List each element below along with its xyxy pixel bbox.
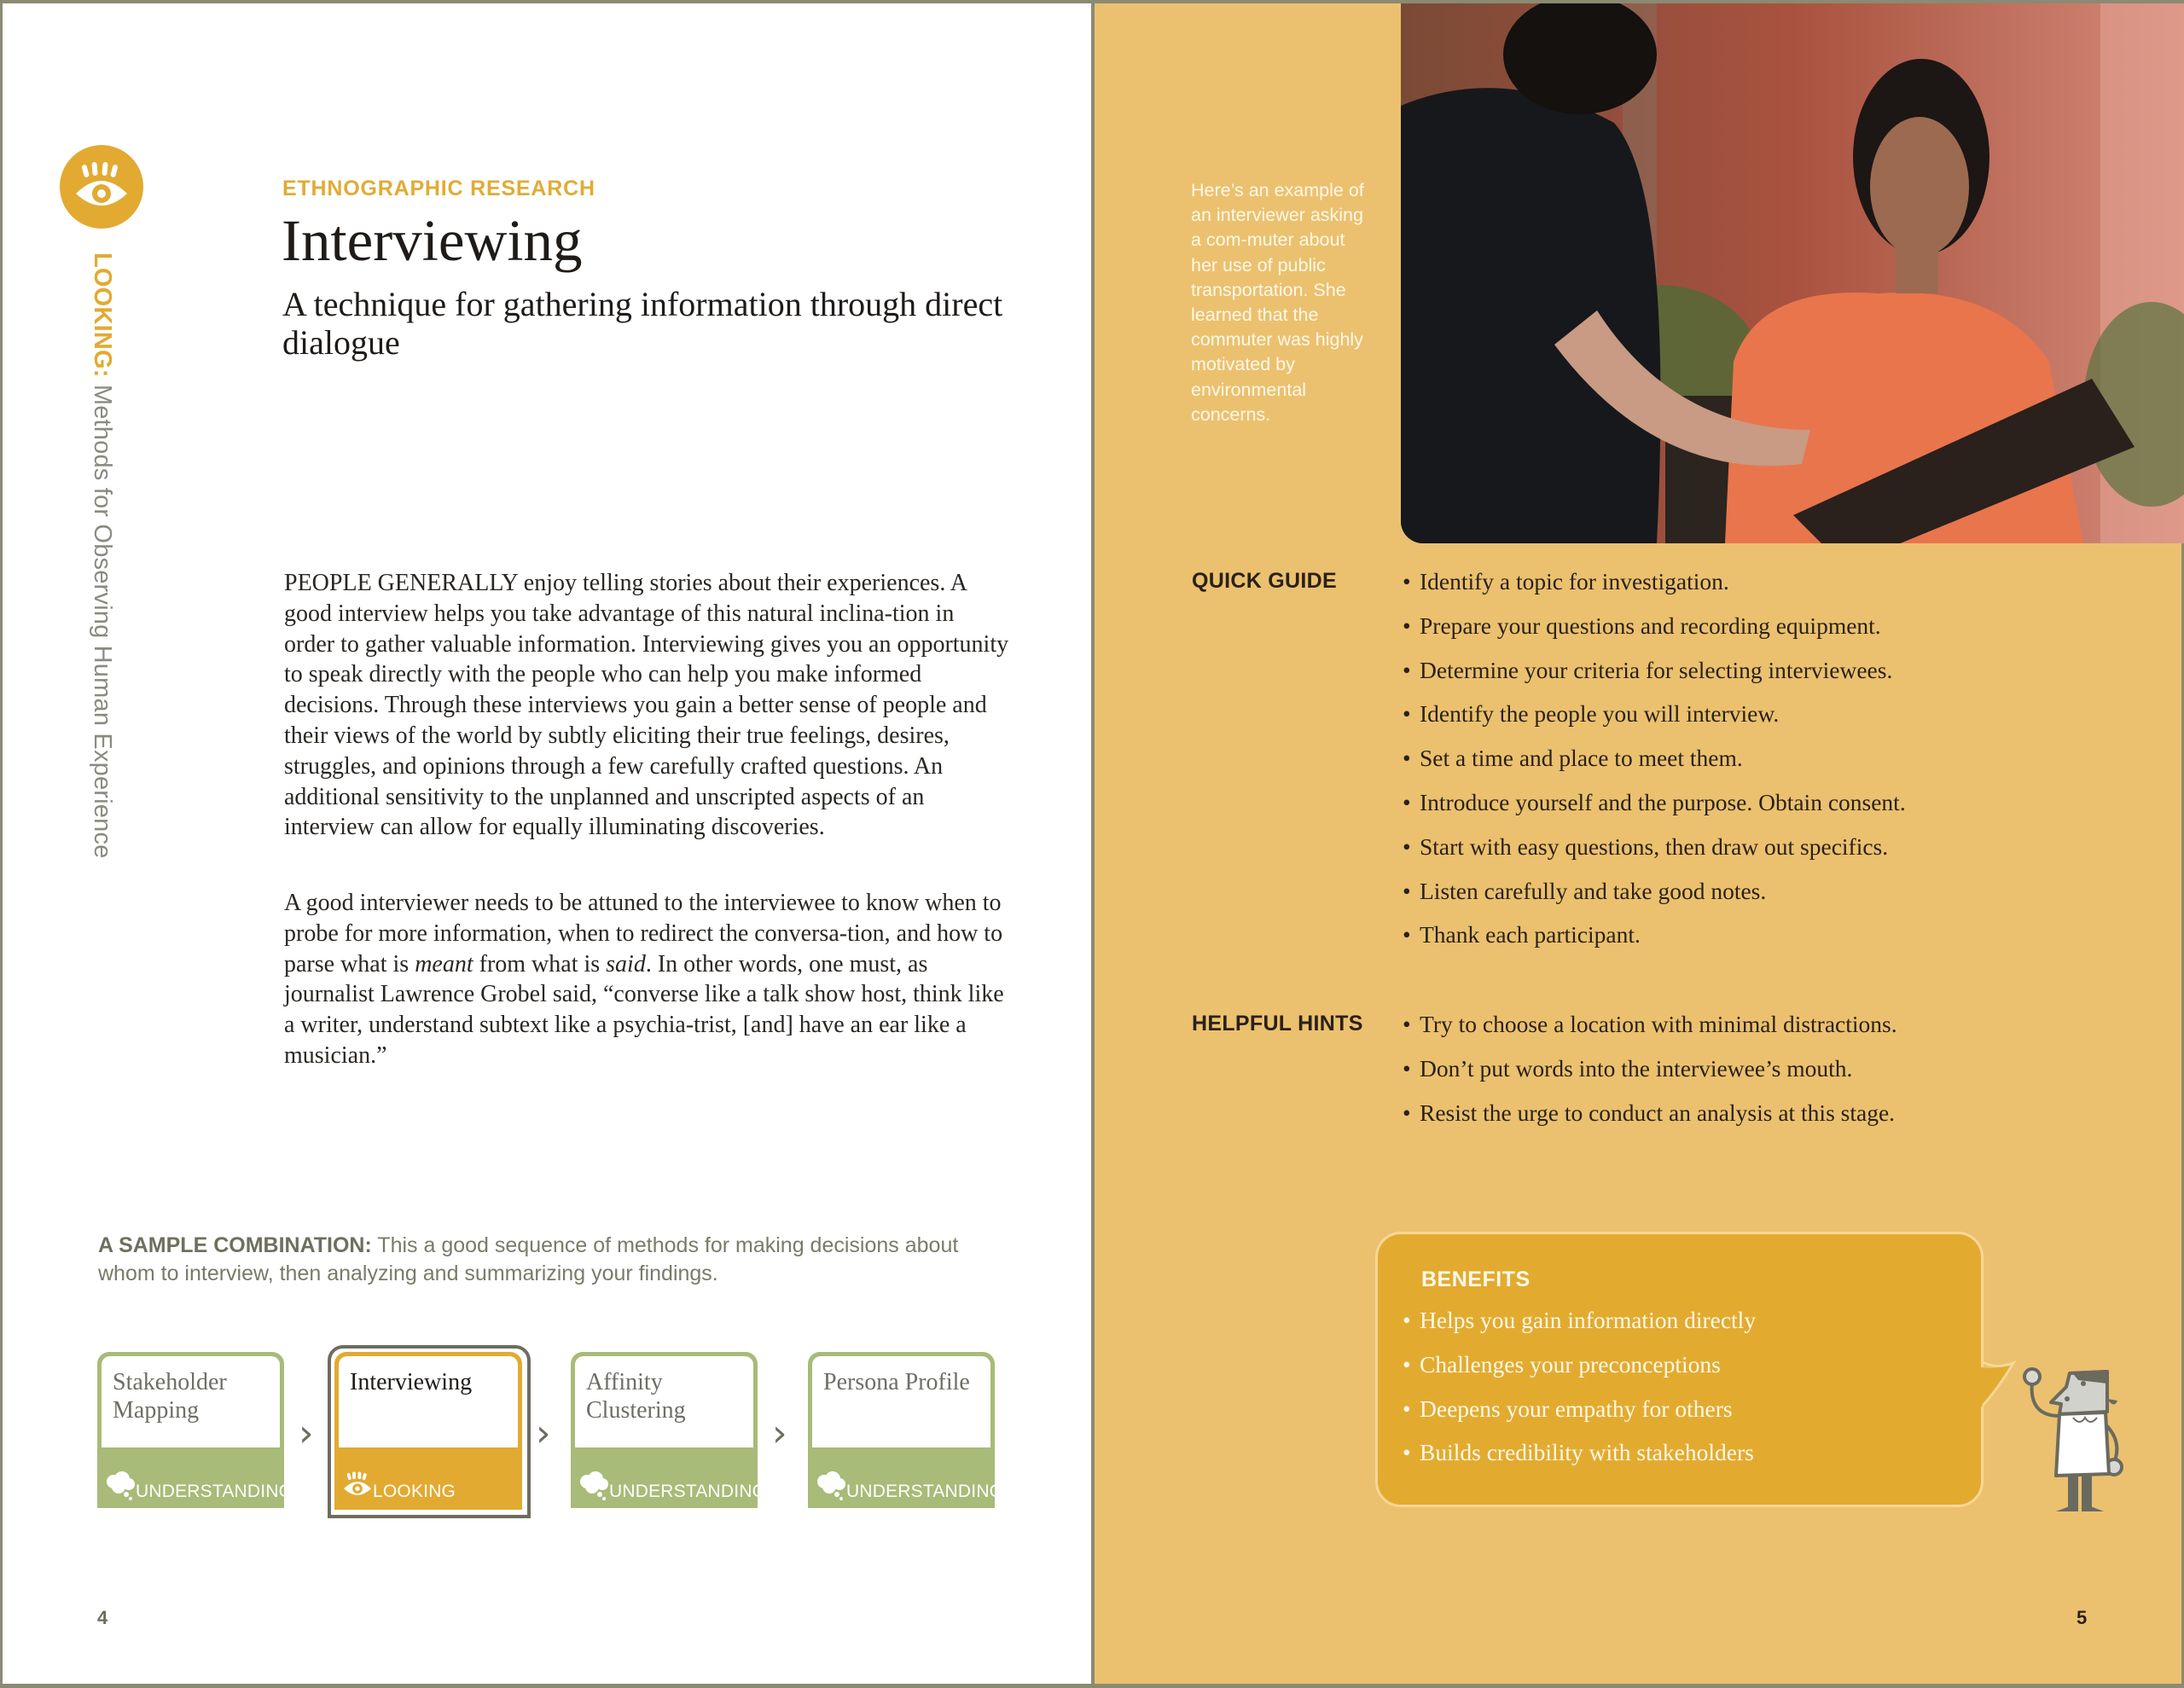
quick-guide-item: • Introduce yourself and the purpose. Obtain consent.	[1403, 790, 1906, 834]
card-category: LOOKING	[373, 1482, 456, 1501]
thought-cloud-icon	[578, 1471, 609, 1500]
method-card-stakeholder-mapping[interactable]	[97, 1352, 293, 1508]
method-card-interviewing[interactable]	[334, 1352, 522, 1510]
quick-guide-item: • Set a time and place to meet them.	[1403, 745, 1906, 790]
sample-combination-label: A SAMPLE COMBINATION:	[98, 1233, 372, 1257]
chevron-right-icon: ›	[772, 1412, 787, 1455]
benefit-item: • Deepens your empathy for others	[1403, 1396, 1756, 1441]
card-title-area	[575, 1356, 753, 1447]
quick-guide-heading: QUICK GUIDE	[1192, 569, 1337, 593]
photo-caption: Here’s an example of an interviewer asking a com-muter about her use of public transportation. She learned that the commuter was highly motivated by environmental concerns.	[1191, 180, 1364, 425]
benefit-item: • Challenges your preconceptions	[1403, 1352, 1756, 1396]
emphasis-said: said	[606, 950, 646, 977]
speech-bubble-tail	[1971, 1356, 2022, 1416]
looking-eye-badge	[60, 145, 143, 229]
emphasis-meant: meant	[415, 950, 473, 977]
sample-combination-note	[98, 1232, 1002, 1288]
method-card-affinity-clustering[interactable]	[571, 1352, 767, 1508]
eye-icon	[74, 161, 129, 212]
benefit-item: • Builds credibility with stakeholders	[1403, 1440, 1756, 1484]
chapter-description: Methods for Observing Human Experience	[89, 377, 116, 859]
body-paragraph-1: PEOPLE GENERALLY enjoy telling stories about their experiences. A good interview helps you take advantage of this natural inclina-tion in order to gather valuable information. Interviewing gives you an opportunity to speak directly with the people who can help you make informed decisions. Through these interviews you gain a better sense of people and their views of the world by subtly eliciting their true feelings, desires, struggles, and opinions through a few carefully crafted questions. An additional sensitivity to the unplanned and unscripted aspects of an interview can allow for equally illuminating discoveries.	[284, 570, 1009, 841]
benefit-item: • Helps you gain information directly	[1403, 1308, 1756, 1352]
card-title-area	[339, 1356, 518, 1447]
quick-guide-item: • Listen carefully and take good notes.	[1403, 879, 1906, 923]
thought-cloud-icon	[816, 1471, 846, 1500]
section-kicker: ETHNOGRAPHIC RESEARCH	[282, 177, 595, 200]
helpful-hint-item: • Resist the urge to conduct an analysis at this stage.	[1403, 1100, 1897, 1145]
card-title-area	[812, 1356, 990, 1447]
eye-icon	[342, 1471, 373, 1499]
character-illustration-icon	[2022, 1365, 2133, 1514]
photo-illustration	[1401, 3, 2184, 543]
body-paragraph-2	[284, 888, 1009, 1071]
card-title: Interviewing	[350, 1369, 473, 1395]
quick-guide-item: • Thank each participant.	[1403, 922, 1906, 966]
benefits-heading: BENEFITS	[1421, 1267, 1531, 1291]
card-category: UNDERSTANDING	[136, 1482, 293, 1501]
page-title: Interviewing	[282, 208, 583, 273]
card-category-band	[808, 1447, 1004, 1508]
quick-guide-item: • Identify the people you will interview.	[1403, 701, 1906, 745]
chapter-accent: LOOKING:	[89, 252, 116, 378]
interview-photo	[1401, 3, 2184, 543]
page-spine-divider	[1091, 0, 1095, 1688]
helpful-hints-heading: HELPFUL HINTS	[1192, 1012, 1363, 1035]
quick-guide-item: • Start with easy questions, then draw out specifics.	[1403, 834, 1906, 879]
card-category-band	[571, 1447, 767, 1508]
sample-combination-text: This a good sequence of methods for making decisions about whom to interview, then analyzing and summarizing your findings.	[98, 1233, 959, 1285]
method-card-persona-profile[interactable]	[808, 1352, 1004, 1508]
chevron-right-icon: ›	[536, 1412, 551, 1455]
helpful-hint-item: • Don’t put words into the interviewee’s mouth.	[1403, 1056, 1897, 1100]
card-category-band	[334, 1447, 522, 1510]
page-number-left: 4	[97, 1607, 108, 1628]
thought-cloud-icon	[105, 1471, 136, 1500]
card-category-band	[97, 1447, 293, 1508]
card-category: UNDERSTANDING	[609, 1482, 767, 1501]
page-subtitle: A technique for gathering information through direct dialogue	[282, 285, 1003, 362]
body-text-segment: A good interviewer needs to be attuned to the interviewee to know when to probe for more information, when to redirect the conversa-tion, and how to parse what is	[284, 890, 1003, 977]
card-title: Affinity Clustering	[586, 1369, 686, 1424]
card-title: Persona Profile	[823, 1369, 970, 1395]
card-title-area	[102, 1356, 280, 1447]
page-number-right: 5	[2077, 1607, 2088, 1628]
quick-guide-item: • Identify a topic for investigation.	[1403, 569, 1906, 613]
helpful-hints-list	[1403, 1012, 1897, 1144]
benefits-list	[1403, 1308, 1756, 1484]
quick-guide-item: • Prepare your questions and recording equipment.	[1403, 613, 1906, 658]
card-category: UNDERSTANDING	[846, 1482, 1004, 1501]
quick-guide-item: • Determine your criteria for selecting interviewees.	[1403, 658, 1906, 702]
chapter-side-label	[88, 252, 116, 859]
chevron-right-icon: ›	[299, 1412, 314, 1455]
body-text-segment: from what is	[473, 950, 607, 977]
helpful-hint-item: • Try to choose a location with minimal distractions.	[1403, 1012, 1897, 1056]
body-text-segment: . In other words, one must, as journalist Lawrence Grobel said, “converse like a talk show host, think like a writer, understand subtext like a psychia-trist, [and] have an ear like a musician.”	[284, 950, 1004, 1069]
quick-guide-list	[1403, 569, 1906, 966]
card-title: Stakeholder Mapping	[113, 1369, 227, 1424]
